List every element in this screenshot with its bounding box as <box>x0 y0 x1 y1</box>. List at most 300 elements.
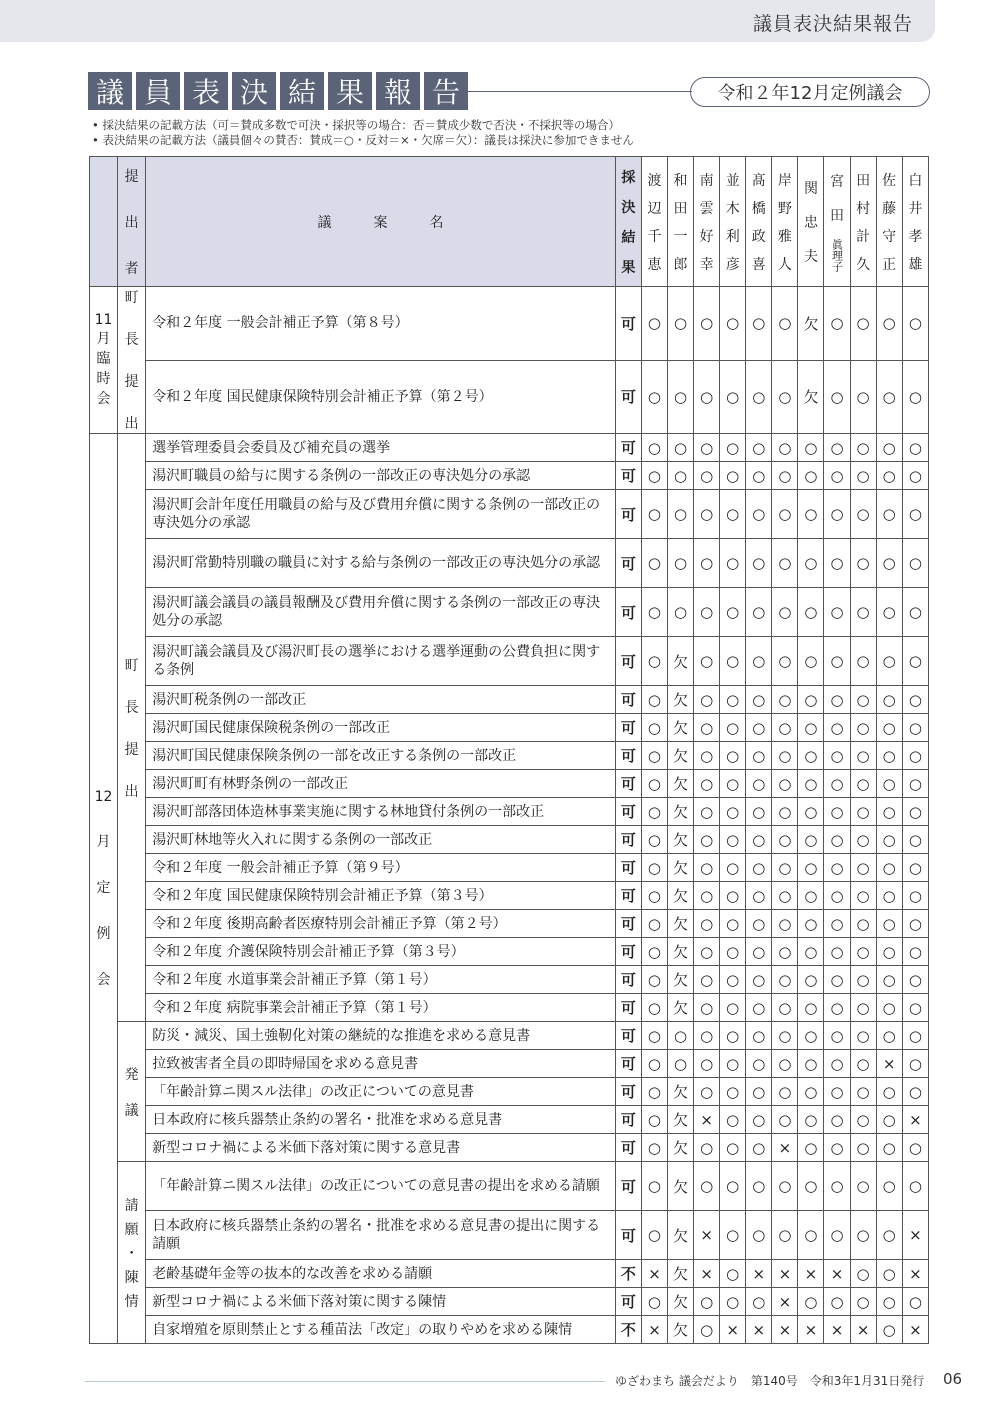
char: 利 <box>725 228 740 245</box>
char: 決 <box>621 199 636 216</box>
member-vote: ○ <box>746 966 772 994</box>
member-vote: ○ <box>876 994 902 1022</box>
table-row <box>90 1316 929 1344</box>
vote-result: 可 <box>615 910 641 938</box>
member-vote: ○ <box>798 1162 824 1211</box>
char: 町 <box>124 290 139 306</box>
member-vote: ○ <box>641 1288 667 1316</box>
member-vote: ○ <box>772 360 798 434</box>
char: 夫 <box>803 248 818 265</box>
char: 村 <box>856 200 871 217</box>
member-vote: ○ <box>876 462 902 490</box>
member-vote: ○ <box>798 1050 824 1078</box>
member-vote: 欠 <box>668 1106 694 1134</box>
member-vote: × <box>746 1260 772 1288</box>
member-vote: ○ <box>876 854 902 882</box>
char: 守 <box>882 228 897 245</box>
bill-name: 湯沢町常勤特別職の職員に対する給与条例の一部改正の専決処分の承認 <box>146 539 616 588</box>
member-vote: ○ <box>824 854 850 882</box>
member-name <box>746 170 771 274</box>
member-vote: ○ <box>694 1134 720 1162</box>
member-vote: ○ <box>694 966 720 994</box>
member-vote: ○ <box>798 637 824 686</box>
member-vote: 欠 <box>798 360 824 434</box>
member-vote: ○ <box>720 588 746 637</box>
bill-name: 湯沢町部落団体造林事業実施に関する林地貸付条例の一部改正 <box>146 798 616 826</box>
member-vote: ○ <box>694 1316 720 1344</box>
char: 白 <box>908 172 923 189</box>
member-vote: ○ <box>746 882 772 910</box>
member-vote: ○ <box>694 1050 720 1078</box>
member-vote: ○ <box>694 1078 720 1106</box>
member-vote: ○ <box>720 287 746 361</box>
member-vote: ○ <box>720 1106 746 1134</box>
member-vote: ○ <box>798 588 824 637</box>
member-vote: ○ <box>772 588 798 637</box>
member-vote: ○ <box>876 1078 902 1106</box>
vote-results-table <box>89 156 929 1344</box>
member-vote: ○ <box>641 994 667 1022</box>
member-vote: ○ <box>668 588 694 637</box>
member-vote: ○ <box>824 1050 850 1078</box>
member-vote: 欠 <box>668 770 694 798</box>
char: 月 <box>96 331 111 347</box>
member-vote: ○ <box>694 770 720 798</box>
char: 田 <box>830 208 845 224</box>
member-vote: ○ <box>850 287 876 361</box>
member-vote: ○ <box>902 287 928 361</box>
char: 出 <box>124 214 139 231</box>
char: 眞理子 <box>830 239 844 272</box>
table-row <box>90 1211 929 1260</box>
char: 果 <box>621 259 636 276</box>
member-vote: 欠 <box>668 826 694 854</box>
member-vote: × <box>694 1260 720 1288</box>
member-vote: ○ <box>798 826 824 854</box>
member-vote: ○ <box>641 882 667 910</box>
bill-name: 日本政府に核兵器禁止条約の署名・批准を求める意見書 <box>146 1106 616 1134</box>
vote-result: 可 <box>615 1022 641 1050</box>
proposer-text <box>118 1195 145 1311</box>
char: 喜 <box>751 256 766 273</box>
char: 雅 <box>777 228 792 245</box>
member-vote: ○ <box>720 910 746 938</box>
member-vote: ○ <box>720 1078 746 1106</box>
table-row <box>90 742 929 770</box>
member-vote: ○ <box>902 1022 928 1050</box>
member-vote: ○ <box>641 966 667 994</box>
member-vote: ○ <box>824 1162 850 1211</box>
member-vote: ○ <box>876 882 902 910</box>
member-vote: ○ <box>772 938 798 966</box>
header-row <box>90 157 929 287</box>
member-vote: ○ <box>641 287 667 361</box>
section-header-label: 議員表決結果報告 <box>752 13 913 35</box>
member-vote: 欠 <box>668 966 694 994</box>
member-vote: ○ <box>798 882 824 910</box>
member-vote: ○ <box>694 1288 720 1316</box>
member-vote: ○ <box>720 798 746 826</box>
char: 議 <box>124 1102 139 1119</box>
char: 雄 <box>908 256 923 273</box>
session-label-text <box>90 312 117 408</box>
table-row <box>90 798 929 826</box>
member-vote: ○ <box>902 588 928 637</box>
table-row <box>90 1106 929 1134</box>
member-vote: ○ <box>772 966 798 994</box>
table-row <box>90 686 929 714</box>
vote-result: 可 <box>615 826 641 854</box>
member-vote: ○ <box>641 742 667 770</box>
member-vote: ○ <box>824 798 850 826</box>
member-name-8 <box>824 157 850 287</box>
member-vote: 欠 <box>668 714 694 742</box>
member-vote: 欠 <box>668 1134 694 1162</box>
char: 好 <box>699 228 714 245</box>
char: 長 <box>124 699 139 716</box>
bill-name: 拉致被害者全員の即時帰国を求める意見書 <box>146 1050 616 1078</box>
title-char: 議 <box>88 72 132 110</box>
page-number: 06 <box>943 1370 963 1388</box>
char: 橋 <box>751 200 766 217</box>
member-vote: 欠 <box>668 938 694 966</box>
member-vote: ○ <box>772 686 798 714</box>
member-name <box>824 171 849 272</box>
member-vote: ○ <box>641 1134 667 1162</box>
char: 計 <box>856 228 871 245</box>
char: 陳 <box>124 1269 139 1286</box>
member-vote: ○ <box>798 742 824 770</box>
table-row <box>90 1288 929 1316</box>
member-vote: ○ <box>746 1050 772 1078</box>
member-vote: ○ <box>746 1162 772 1211</box>
member-vote: ○ <box>798 770 824 798</box>
member-vote: ○ <box>902 854 928 882</box>
member-vote: ○ <box>824 686 850 714</box>
member-vote: ○ <box>720 1050 746 1078</box>
member-name-1 <box>641 157 667 287</box>
member-name-11 <box>902 157 928 287</box>
member-name-2 <box>668 157 694 287</box>
member-vote: ○ <box>798 1211 824 1260</box>
member-vote: ○ <box>641 826 667 854</box>
member-vote: ○ <box>772 539 798 588</box>
member-vote: ○ <box>850 1050 876 1078</box>
member-name <box>798 178 823 266</box>
member-name-10 <box>876 157 902 287</box>
member-vote: ○ <box>641 938 667 966</box>
member-vote: ○ <box>902 714 928 742</box>
proposer-cell <box>118 287 146 434</box>
proposer-cell <box>118 434 146 1022</box>
member-vote: × <box>694 1211 720 1260</box>
member-vote: × <box>746 1316 772 1344</box>
member-vote: × <box>798 1316 824 1344</box>
title-char: 決 <box>232 72 276 110</box>
member-vote: ○ <box>746 826 772 854</box>
member-vote: ○ <box>746 854 772 882</box>
member-vote: ○ <box>641 910 667 938</box>
member-vote: ○ <box>694 826 720 854</box>
bill-name: 選挙管理委員会委員及び補充員の選挙 <box>146 434 616 462</box>
table-row <box>90 539 929 588</box>
vote-result: 可 <box>615 714 641 742</box>
note-1: • 採決結果の記載方法（可＝賛成多数で可決・採択等の場合：否＝賛成少数で否決・不採択等の場合） <box>92 118 620 132</box>
member-vote: ○ <box>694 1022 720 1050</box>
table-row <box>90 994 929 1022</box>
member-vote: ○ <box>876 1260 902 1288</box>
member-vote: 欠 <box>668 637 694 686</box>
member-vote: ○ <box>746 742 772 770</box>
member-vote: ○ <box>876 826 902 854</box>
member-vote: ○ <box>850 360 876 434</box>
member-vote: ○ <box>772 854 798 882</box>
title-rule <box>456 91 692 92</box>
member-vote: ○ <box>746 588 772 637</box>
char: 佐 <box>882 172 897 189</box>
member-vote: ○ <box>824 539 850 588</box>
bill-name: 令和２年度 一般会計補正予算（第８号） <box>146 287 616 361</box>
title-char: 報 <box>376 72 420 110</box>
member-vote: ○ <box>850 1078 876 1106</box>
member-vote: ○ <box>772 462 798 490</box>
section-header-bar <box>0 0 935 42</box>
member-vote: ○ <box>902 770 928 798</box>
member-vote: ○ <box>824 1134 850 1162</box>
member-vote: ○ <box>694 686 720 714</box>
member-vote: ○ <box>850 770 876 798</box>
char: 願 <box>124 1221 139 1238</box>
member-vote: ○ <box>824 714 850 742</box>
member-vote: × <box>694 1106 720 1134</box>
member-vote: ○ <box>746 798 772 826</box>
member-vote: ○ <box>641 1106 667 1134</box>
header-result <box>615 157 641 287</box>
member-vote: ○ <box>902 1078 928 1106</box>
member-vote: ○ <box>798 686 824 714</box>
vote-result: 可 <box>615 798 641 826</box>
char: 12 <box>94 788 113 805</box>
member-vote: ○ <box>668 1022 694 1050</box>
char: 提 <box>124 374 139 390</box>
member-vote: × <box>720 1316 746 1344</box>
bill-name: 湯沢町議会議員の議員報酬及び費用弁償に関する条例の一部改正の専決処分の承認 <box>146 588 616 637</box>
char: 彦 <box>725 256 740 273</box>
member-vote: ○ <box>746 994 772 1022</box>
session-label-2 <box>90 434 118 1344</box>
session-label-1 <box>90 287 118 434</box>
char: 採 <box>621 169 636 186</box>
member-vote: ○ <box>876 1316 902 1344</box>
session-badge: 令和２年12月定例議会 <box>690 77 930 107</box>
member-vote: ○ <box>746 938 772 966</box>
member-vote: ○ <box>720 1288 746 1316</box>
member-name-6 <box>772 157 798 287</box>
bill-name: 新型コロナ禍による米価下落対策に関する陳情 <box>146 1288 616 1316</box>
member-vote: ○ <box>876 798 902 826</box>
member-vote: ○ <box>824 1211 850 1260</box>
table-row <box>90 854 929 882</box>
member-vote: 欠 <box>668 1211 694 1260</box>
char: 久 <box>856 256 871 273</box>
member-vote: 欠 <box>668 994 694 1022</box>
char: 関 <box>803 180 818 197</box>
member-vote: × <box>902 1316 928 1344</box>
member-vote: ○ <box>694 798 720 826</box>
member-vote: ○ <box>876 742 902 770</box>
char: 時 <box>96 371 111 387</box>
member-vote: ○ <box>902 826 928 854</box>
member-vote: ○ <box>850 742 876 770</box>
char: 一 <box>673 228 688 245</box>
member-vote: ○ <box>720 462 746 490</box>
member-vote: ○ <box>668 539 694 588</box>
member-vote: ○ <box>668 1050 694 1078</box>
member-vote: ○ <box>850 1211 876 1260</box>
member-vote: ○ <box>720 854 746 882</box>
member-vote: ○ <box>720 826 746 854</box>
table-row <box>90 588 929 637</box>
member-vote: ○ <box>876 360 902 434</box>
legend-notes <box>92 118 634 148</box>
member-vote: ○ <box>798 910 824 938</box>
bill-name: 防災・減災、国土強靭化対策の継続的な推進を求める意見書 <box>146 1022 616 1050</box>
member-vote: ○ <box>772 994 798 1022</box>
char: 宮 <box>830 174 845 190</box>
proposer-cell <box>118 1162 146 1344</box>
member-vote: ○ <box>850 882 876 910</box>
table-row <box>90 1162 929 1211</box>
member-vote: ○ <box>824 966 850 994</box>
member-vote: ○ <box>772 1162 798 1211</box>
member-vote: ○ <box>720 882 746 910</box>
member-vote: ○ <box>641 637 667 686</box>
session-label-text <box>90 789 117 989</box>
member-name-5 <box>746 157 772 287</box>
member-vote: ○ <box>720 1260 746 1288</box>
member-vote: × <box>902 1260 928 1288</box>
bill-name: 令和２年度 病院事業会計補正予算（第１号） <box>146 994 616 1022</box>
member-vote: ○ <box>798 1078 824 1106</box>
member-vote: ○ <box>798 966 824 994</box>
member-vote: ○ <box>876 910 902 938</box>
member-vote: ○ <box>850 966 876 994</box>
member-vote: ○ <box>850 434 876 462</box>
title-char: 告 <box>424 72 468 110</box>
member-vote: 欠 <box>668 854 694 882</box>
member-vote: ○ <box>668 360 694 434</box>
char: 岸 <box>777 172 792 189</box>
table-row <box>90 826 929 854</box>
member-name-3 <box>694 157 720 287</box>
vote-result: 可 <box>615 462 641 490</box>
member-vote: ○ <box>798 434 824 462</box>
bill-name: 湯沢町会計年度任用職員の給与及び費用弁償に関する条例の一部改正の専決処分の承認 <box>146 490 616 539</box>
member-vote: ○ <box>720 1022 746 1050</box>
member-vote: ○ <box>824 434 850 462</box>
char: 長 <box>124 332 139 348</box>
member-vote: ○ <box>772 490 798 539</box>
char: 忠 <box>803 214 818 231</box>
member-vote: ○ <box>850 798 876 826</box>
member-vote: ○ <box>902 910 928 938</box>
member-name <box>851 170 876 274</box>
member-vote: ○ <box>694 588 720 637</box>
member-vote: ○ <box>798 854 824 882</box>
vote-result: 可 <box>615 1106 641 1134</box>
table-row <box>90 360 929 434</box>
member-vote: ○ <box>876 539 902 588</box>
member-name-9 <box>850 157 876 287</box>
member-vote: ○ <box>850 1134 876 1162</box>
member-vote: ○ <box>876 287 902 361</box>
member-vote: ○ <box>694 854 720 882</box>
member-vote: ○ <box>824 770 850 798</box>
member-vote: ○ <box>720 686 746 714</box>
bill-name: 老齢基礎年金等の抜本的な改善を求める請願 <box>146 1260 616 1288</box>
member-vote: ○ <box>876 1162 902 1211</box>
member-vote: ○ <box>798 1022 824 1050</box>
vote-result: 可 <box>615 1288 641 1316</box>
proposer-label <box>118 166 145 278</box>
member-vote: 欠 <box>668 1316 694 1344</box>
member-vote: ○ <box>902 1162 928 1211</box>
member-vote: ○ <box>850 637 876 686</box>
member-vote: 欠 <box>668 798 694 826</box>
member-vote: × <box>850 1316 876 1344</box>
member-vote: ○ <box>772 714 798 742</box>
char: 郎 <box>673 256 688 273</box>
member-name <box>877 170 902 274</box>
bill-name: 令和２年度 国民健康保険特別会計補正予算（第３号） <box>146 882 616 910</box>
vote-result: 可 <box>615 1134 641 1162</box>
member-vote: ○ <box>876 686 902 714</box>
member-vote: ○ <box>641 1078 667 1106</box>
member-vote: ○ <box>824 360 850 434</box>
member-vote: ○ <box>902 462 928 490</box>
member-name-4 <box>720 157 746 287</box>
vote-result: 可 <box>615 1078 641 1106</box>
footer-publication: ゆざわまち 議会だより 第140号 令和3年1月31日発行 <box>615 1374 925 1388</box>
member-vote: × <box>824 1316 850 1344</box>
member-vote: × <box>641 1260 667 1288</box>
member-vote: ○ <box>850 910 876 938</box>
member-vote: × <box>798 1260 824 1288</box>
member-name-7 <box>798 157 824 287</box>
member-vote: ○ <box>746 1134 772 1162</box>
member-vote: ○ <box>772 742 798 770</box>
vote-result: 可 <box>615 1050 641 1078</box>
member-vote: ○ <box>824 882 850 910</box>
table-row <box>90 1078 929 1106</box>
member-vote: ○ <box>824 826 850 854</box>
member-vote: ○ <box>798 1134 824 1162</box>
header-bill-name: 議 案 名 <box>146 157 616 287</box>
char: 臨 <box>96 351 111 367</box>
member-vote: ○ <box>876 1106 902 1134</box>
member-vote: ○ <box>772 882 798 910</box>
vote-result: 可 <box>615 360 641 434</box>
table-row <box>90 1022 929 1050</box>
member-vote: ○ <box>772 1050 798 1078</box>
member-vote: ○ <box>824 1288 850 1316</box>
char: 例 <box>96 925 111 942</box>
member-vote: ○ <box>902 637 928 686</box>
char: 木 <box>725 200 740 217</box>
member-vote: ○ <box>746 539 772 588</box>
member-vote: ○ <box>876 637 902 686</box>
member-vote: ○ <box>772 1211 798 1260</box>
